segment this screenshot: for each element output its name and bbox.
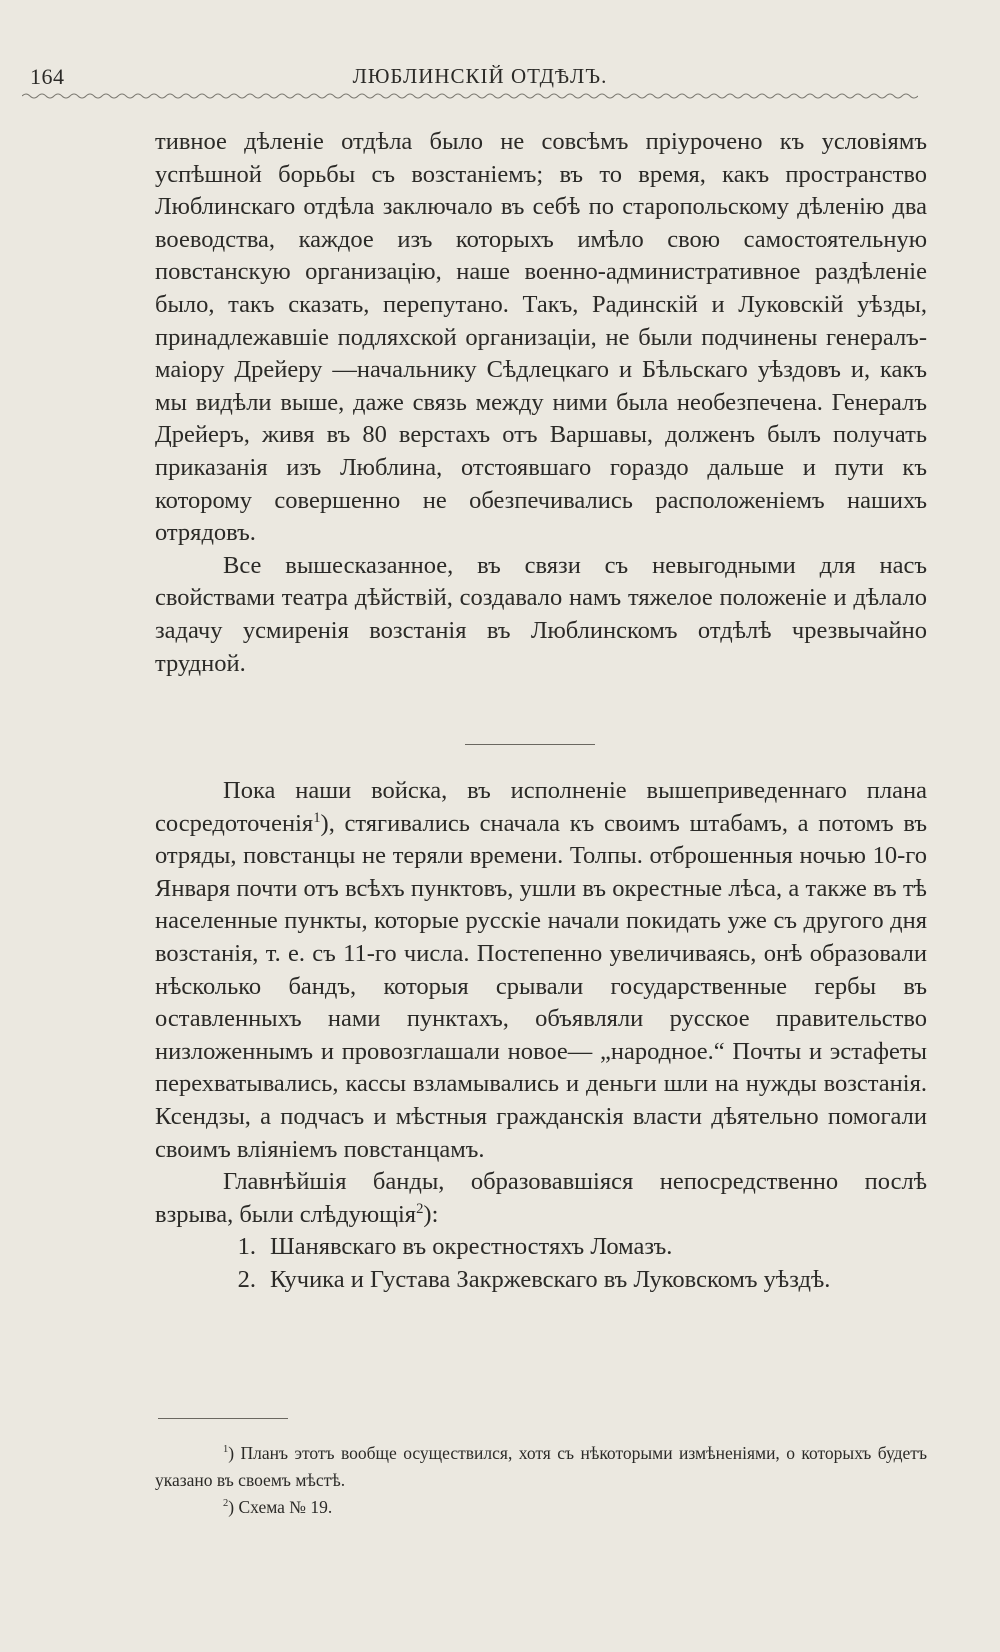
paragraph-main-bands: [155, 1166, 927, 1231]
footnote-text: ) Планъ этотъ вообще осуществился, хотя съ нѣкоторыми измѣненіями, о которыхъ будетъ указано въ своемъ мѣстѣ.: [155, 1443, 927, 1490]
paragraph-text-start: Пока наши войска, въ исполненіе вышеприведеннаго плана сосредоточенія: [155, 777, 927, 837]
body-text-section-1: [155, 126, 927, 680]
list-item-number: 1.: [237, 1233, 256, 1261]
body-text-section-2: [155, 775, 927, 1297]
page-number: 164: [30, 64, 65, 89]
footnote-mark: 1: [223, 1444, 229, 1456]
bands-list: [155, 1231, 927, 1296]
page-header: [30, 60, 930, 96]
paragraph-conclusion: Все вышесказанное, въ связи съ невыгодными для насъ свойствами театра дѣйствій, создавало намъ тяжелое положеніе и дѣлало задачу усмиренія возстанія въ Люблинскомъ отдѣлѣ чрезвычайно трудной.: [155, 551, 927, 677]
list-item: [155, 1231, 927, 1264]
list-item-text: Кучика и Густава Закржевскаго въ Луковскомъ уѣздѣ.: [270, 1265, 831, 1293]
footnote-rule: [158, 1418, 288, 1419]
paragraph-text-rest: ), стягивались сначала къ своимъ штабамъ, а потомъ въ отряды, повстанцы не теряли времени. Толпы. отброшенныя ночью 10-го Января почти отъ всѣхъ пунктовъ, ушли въ окрестные лѣса, а также въ тѣ населенные пункты, которые русскіе начали покидать уже съ другого дня возстанія, т. е. съ 11-го числа. Постепенно увеличиваясь, онѣ образовали нѣсколько бандъ, которыя срывали государственные гербы въ оставленныхъ нами пунктахъ, объявляли русское правительство низложеннымъ и провозглашали новое— „народное.“ Почты и эстафеты перехватывались, кассы взламывались и деньги шли на нужды возстанія. Ксендзы, а подчасъ и мѣстныя гражданскія власти дѣятельно помогали своимъ вліяніемъ повстанцамъ.: [155, 809, 927, 1163]
list-item-text: Шанявскаго въ окрестностяхъ Ломазъ.: [270, 1233, 673, 1261]
section-separator: [465, 744, 595, 745]
paragraph-continued: тивное дѣленіе отдѣла было не совсѣмъ пріурочено къ условіямъ успѣшной борьбы съ возстаніемъ; въ то время, какъ пространство Люблинскаго отдѣла заключало въ себѣ по старопольскому дѣленію два воеводства, каждое изъ которыхъ имѣло свою самостоятельную повстанскую организацію, наше военно-административное раздѣленіе было, такъ сказать, перепутано. Такъ, Радинскій и Луковскій уѣзды, принадлежавшіе подляхской организаціи, не были подчинены генералъ-маіору Дрейеру —начальнику Сѣдлецкаго и Бѣльскаго уѣздовъ и, какъ мы видѣли выше, даже связь между ними была необезпечена. Генералъ Дрейеръ, живя въ 80 верстахъ отъ Варшавы, долженъ былъ получать приказанія изъ Люблина, отстоявшаго гораздо дальше и пути къ которому совершенно не обезпечивались расположеніемъ нашихъ отрядовъ.: [155, 128, 927, 547]
footnote-text: ) Схема № 19.: [228, 1497, 333, 1517]
footnotes: [155, 1440, 927, 1521]
paragraph-text-start: Главнѣйшія банды, образовавшіяся непосредственно послѣ взрыва, были слѣдующія: [155, 1168, 927, 1228]
footnote-mark: 2: [223, 1498, 229, 1510]
footnote-2: [155, 1494, 927, 1521]
paragraph-bands-formation: [155, 775, 927, 1166]
paragraph-text-rest: ):: [423, 1200, 439, 1228]
footnote-ref-2[interactable]: 2: [416, 1200, 424, 1217]
header-wavy-rule: [22, 92, 918, 100]
footnote-ref-1[interactable]: 1: [313, 809, 321, 826]
list-item-number: 2.: [237, 1265, 256, 1293]
footnote-1: [155, 1440, 927, 1494]
running-head: ЛЮБЛИНСКІЙ ОТДѢЛЪ.: [352, 64, 608, 88]
list-item: [155, 1264, 927, 1297]
